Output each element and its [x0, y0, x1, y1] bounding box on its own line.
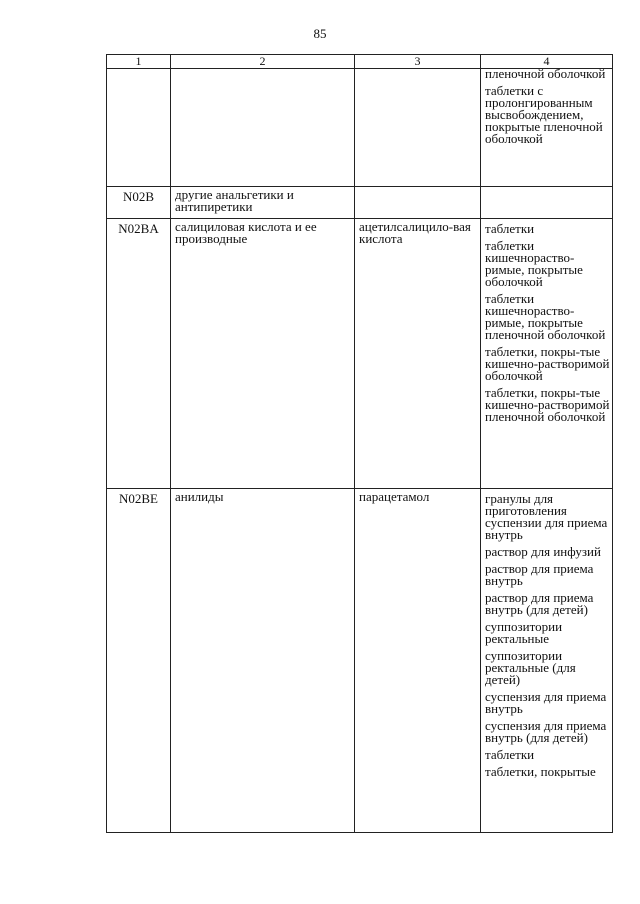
substance-cell [355, 69, 481, 187]
header-cell-2: 2 [171, 55, 355, 69]
dosage-form: раствор для инфузий [485, 544, 601, 559]
table-row [107, 69, 613, 187]
dosage-form: таблетки, покрытые [485, 766, 596, 778]
table-row [107, 187, 613, 219]
atc-code-cell: N02BE [107, 489, 171, 833]
group-cell: анилиды [171, 489, 355, 833]
atc-code-cell: N02B [107, 187, 171, 219]
forms-cell [481, 489, 613, 833]
dosage-form: таблетки кишечнораство-римые, покрытые пленочной оболочкой [485, 291, 606, 342]
forms-cell [481, 66, 613, 187]
dosage-form: пленочной оболочкой [485, 66, 606, 81]
drug-table [106, 54, 613, 833]
dosage-form: гранулы для приготовления суспензии для приема внутрь [485, 491, 608, 542]
dosage-form: раствор для приема внутрь (для детей) [485, 590, 594, 617]
atc-code-cell [107, 69, 171, 187]
dosage-form: таблетки, покры-тые кишечно-растворимой оболочкой [485, 344, 610, 383]
dosage-form: суспензия для приема внутрь (для детей) [485, 718, 607, 745]
dosage-form: суппозитории ректальные [485, 619, 563, 646]
dosage-form: таблетки [485, 747, 535, 762]
group-cell: другие анальгетики и антипиретики [171, 187, 355, 219]
table-row [107, 219, 613, 489]
header-cell-3: 3 [355, 55, 481, 69]
dosage-form: таблетки [485, 221, 535, 236]
atc-code-cell: N02BA [107, 219, 171, 489]
forms-cell [481, 219, 613, 489]
forms-cell [481, 187, 613, 219]
dosage-form: таблетки, покры-тые кишечно-растворимой пленочной оболочкой [485, 385, 610, 424]
dosage-form: раствор для приема внутрь [485, 561, 594, 588]
substance-cell [355, 187, 481, 219]
table-row [107, 489, 613, 833]
header-cell-1: 1 [107, 55, 171, 69]
group-cell: салициловая кислота и ее производные [171, 219, 355, 489]
substance-cell: ацетилсалицило-вая кислота [355, 219, 481, 489]
page-number: 85 [313, 26, 327, 41]
dosage-form: таблетки кишечнораство-римые, покрытые оболочкой [485, 238, 583, 289]
substance-cell: парацетамол [355, 489, 481, 833]
dosage-form: суппозитории ректальные (для детей) [485, 648, 576, 687]
group-cell [171, 69, 355, 187]
dosage-form: суспензия для приема внутрь [485, 689, 607, 716]
header-cell-4: 4 [481, 55, 613, 69]
dosage-form: таблетки с пролонгированным высвобождением, покрытые пленочной оболочкой [485, 83, 603, 146]
